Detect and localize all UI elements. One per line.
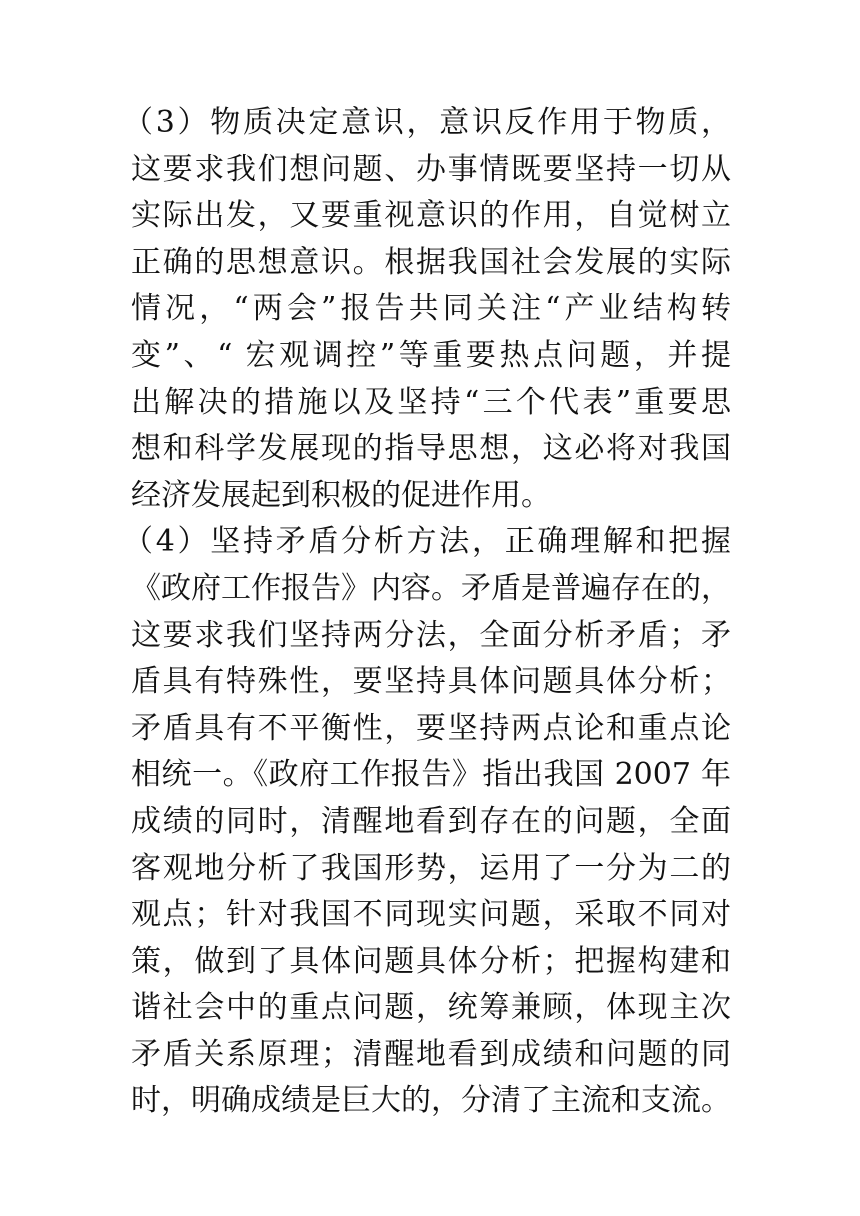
text-line: 时，明确成绩是巨大的，分清了主流和支流。 — [131, 1083, 731, 1119]
text-line: 谐社会中的重点问题，统筹兼顾，体现主次 — [131, 990, 731, 1026]
text-line: 成绩的同时，清醒地看到存在的问题，全面 — [131, 803, 731, 839]
text-line: 这要求我们坚持两分法，全面分析矛盾；矛 — [131, 617, 731, 653]
text-line: （3）物质决定意识，意识反作用于物质， — [123, 105, 731, 140]
text-line: 策，做到了具体问题具体分析；把握构建和 — [131, 943, 731, 979]
text-line: 相统一。《政府工作报告》指出我国 2007 年 — [131, 757, 731, 793]
text-line: 《政府工作报告》内容。矛盾是普遍存在的， — [131, 570, 731, 606]
text-line: 情况，“两会”报告共同关注“产业结构转 — [131, 291, 731, 327]
text-line: 经济发展起到积极的促进作用。 — [131, 477, 551, 513]
text-line: 矛盾具有不平衡性，要坚持两点论和重点论 — [131, 710, 731, 746]
text-line: 实际出发，又要重视意识的作用，自觉树立 — [131, 198, 731, 234]
text-line: 客观地分析了我国形势，运用了一分为二的 — [131, 850, 731, 886]
text-line: 想和科学发展现的指导思想，这必将对我国 — [131, 431, 731, 467]
text-line: （4）坚持矛盾分析方法，正确理解和把握 — [123, 524, 731, 560]
text-line: 观点；针对我国不同现实问题，采取不同对 — [131, 897, 731, 933]
text-line: 出解决的措施以及坚持“三个代表”重要思 — [131, 384, 731, 420]
document-body — [123, 100, 731, 1125]
text-line: 这要求我们想问题、办事情既要坚持一切从 — [131, 151, 731, 187]
text-line: 正确的思想意识。根据我国社会发展的实际 — [131, 244, 731, 280]
text-line: 盾具有特殊性，要坚持具体问题具体分析； — [131, 664, 731, 700]
text-line: 变”、“ 宏观调控”等重要热点问题，并提 — [131, 337, 731, 373]
text-line: 矛盾关系原理；清醒地看到成绩和问题的同 — [131, 1036, 731, 1072]
